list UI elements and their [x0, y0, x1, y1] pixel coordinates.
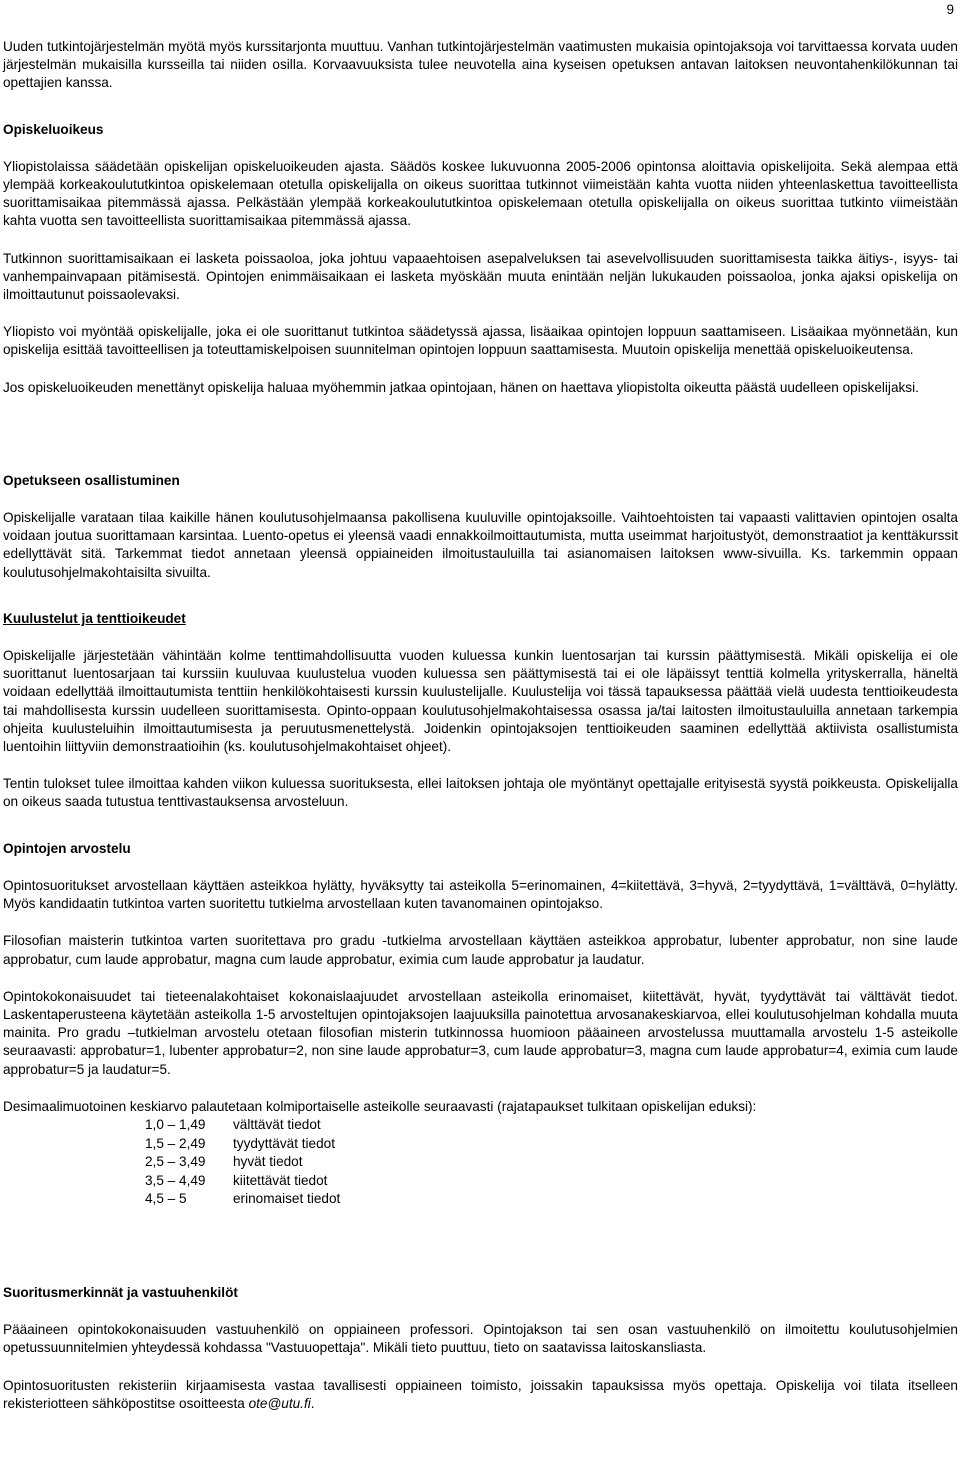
kuulustelut-paragraph-2: Tentin tulokset tulee ilmoittaa kahden viikon kuluessa suorituksesta, ellei laitoksen johtaja ole myöntänyt opettajalle erityisestä syystä poikkeusta. Opiskelijalla on oikeus saada tutustua tenttivastauksensa arvosteluun. [3, 776, 958, 810]
grade-label: tyydyttävät tiedot [233, 1135, 336, 1151]
suoritusmerkinnat-paragraph-2 [3, 1377, 958, 1413]
grade-label: välttävät tiedot [233, 1116, 321, 1132]
opiskeluoikeus-paragraph-1: Yliopistolaissa säädetään opiskelijan opiskeluoikeuden ajasta. Säädös koskee lukuvuonna 2005-2006 opintonsa aloittavia opiskelijoita. Sekä alempaa että ylempää korkeakoulututkintoa opiskelemaan otetulla opiskelijalla on oikeus suorittaa tutkinnot viimeistään kahta vuotta niiden yhteenlaskettua tavoitteellista suorittamisaikaa pitemmässä ajassa. Pelkästään ylempää korkeakoulututkintoa opiskelemaan otetulla opiskelijalla on oikeus suorittaa tutkinto viimeistään kahta vuotta sen tavoitteellista suorittamisaikaa pitemmässä ajassa. [3, 158, 958, 229]
grade-scale-table [145, 1116, 340, 1209]
osallistuminen-paragraph-1: Opiskelijalle varataan tilaa kaikille hänen koulutusohjelmaansa pakollisena kuuluville opintojaksoille. Vaihtoehtoisten tai vapaasti valittavien opintojen osalta voidaan joutua suorittamaan karsintaa. Luento-opetus ei yleensä vaadi ennakkoilmoittautumista, mutta useimmat harjoitustyöt, demonstraatiot ja kenttäkurssit edellyttävät sitä. Tarkemmat tiedot annetaan yleensä oppiaineiden ilmoitustauluilla tai asianomaisen laitoksen www-sivuilla. Ks. tarkemmin oppaan koulutusohjelmakohtaisilta sivuilta. [3, 510, 958, 580]
grade-scale-row [145, 1135, 340, 1154]
paragraph-text: Opintosuoritusten rekisteriin kirjaamisesta vastaa tavallisesti oppiaineen toimisto, joissakin tapauksissa myös opettaja. Opiskelija voi tilata itselleen rekisteriotteen sähköpostitse osoitteesta [3, 1377, 958, 1411]
section-heading-opiskeluoikeus: Opiskeluoikeus [3, 121, 104, 137]
section-heading-suoritusmerkinnat: Suoritusmerkinnät ja vastuuhenkilöt [3, 1284, 238, 1300]
grade-scale-row [145, 1116, 340, 1135]
grade-range: 1,5 – 2,49 [145, 1135, 206, 1151]
grade-range: 3,5 – 4,49 [145, 1172, 206, 1188]
grade-label: hyvät tiedot [233, 1154, 303, 1170]
arvostelu-paragraph-4: Desimaalimuotoinen keskiarvo palautetaan kolmiportaiselle asteikolle seuraavasti (rajatapaukset tulkitaan opiskelijan eduksi): [3, 1098, 757, 1114]
paragraph-text-end: . [310, 1395, 315, 1411]
grade-range: 2,5 – 3,49 [145, 1154, 206, 1170]
opiskeluoikeus-paragraph-2: Tutkinnon suorittamisaikaan ei lasketa poissaoloa, joka johtuu vapaaehtoisen asepalveluksen tai asevelvollisuuden suorittamisesta taikka äitiys-, isyys- tai vanhempainvapaan pitämisestä. Opintojen enimmäisaikaan ei lasketa myöskään muuta enintään neljän lukukauden poissaoloa, jonka ajaksi opiskelija on ilmoittautunut poissaolevaksi. [3, 250, 958, 303]
grade-scale-row [145, 1190, 340, 1209]
opiskeluoikeus-paragraph-4: Jos opiskeluoikeuden menettänyt opiskelija haluaa myöhemmin jatkaa opintojaan, hänen on haettava yliopistolta oikeutta päästä uudelleen opiskelijaksi. [3, 379, 919, 395]
grade-label: erinomaiset tiedot [233, 1191, 341, 1207]
section-heading-arvostelu: Opintojen arvostelu [3, 840, 131, 856]
arvostelu-paragraph-3: Opintokokonaisuudet tai tieteenalakohtaiset kokonaislaajuudet arvostellaan asteikolla erinomaiset, kiitettävät, hyvät, tyydyttävät tai välttävät tiedot. Laskentaperusteena käytetään asteikolla 1-5 arvosteltujen opintojaksojen laajuuksilla painotettua arvosanakeskiarvoa, ellei koulutusohjelman kohdalla muuta mainita. Pro gradu –tutkielman arvostelu otetaan filosofian misterin tutkinnossa huomioon pääaineen arvostelussa muuttamalla arvostelu 1-5 asteikolle seuraavasti: approbatur=1, lubenter approbatur=2, non sine laude approbatur=3, cum laude approbatur=3, magna cum laude approbatur=4, eximia cum laude approbatur=5 ja laudatur=5. [3, 988, 958, 1077]
grade-range: 1,0 – 1,49 [145, 1116, 206, 1132]
intro-paragraph: Uuden tutkintojärjestelmän myötä myös kurssitarjonta muuttuu. Vanhan tutkintojärjestelmän vaatimusten mukaisia opintojaksoja voi tarvittaessa korvata uuden järjestelmän mukaisilla kursseilla tai niiden osilla. Korvaavuuksista tulee neuvotella aina kyseisen opetuksen antavan laitoksen neuvontahenkilökunnan tai opettajien kanssa. [3, 39, 958, 91]
suoritusmerkinnat-paragraph-1: Pääaineen opintokokonaisuuden vastuuhenkilö on oppiaineen professori. Opintojakson tai sen osan vastuuhenkilö on ilmoitettu koulutusohjelmien opetussuunnitelmien yhteydessä kohdassa "Vastuuopettaja". Mikäli tieto puuttuu, tieto on saatavissa laitoskansliasta. [3, 1322, 958, 1356]
page-number: 9 [946, 2, 954, 17]
section-heading-osallistuminen: Opetukseen osallistuminen [3, 472, 180, 488]
grade-range: 4,5 – 5 [145, 1191, 187, 1207]
kuulustelut-paragraph-1: Opiskelijalle järjestetään vähintään kolme tenttimahdollisuutta vuoden kuluessa kunkin luentosarjan tai kurssin päättymisestä. Mikäli opiskelija ei ole suorittanut luentosarjaan tai kurssiin kuuluvaa kuulustelua vuoden kuluessa sen päättymisestä tai ei ole läpäissyt tenttiä kolmella yrityskerralla, häneltä voidaan edellyttää ilmoittautumista tenttiin henkilökohtaisesti kurssin kuulustelijalle. Kuulustelija voi tässä tapauksessa päättää vielä uudesta tenttioikeudesta tai mahdollisesta kurssin uudelleen suorittamisesta. Opinto-oppaan koulutusohjelmakohtaisessa osassa ja/tai laitosten ilmoitustauluilla annetaan tarkempia ohjeita kuulusteluihin ilmoittautumisesta ja peruutusmenettelystä. Joidenkin opintojaksojen tenttioikeuden saaminen edellyttää aktiivista osallistumista luentoihin liittyviin demonstraatioihin (ks. koulutusohjelmakohtaiset ohjeet). [3, 648, 958, 755]
grade-scale-row [145, 1153, 340, 1172]
arvostelu-paragraph-2: Filosofian maisterin tutkintoa varten suoritettava pro gradu -tutkielma arvostellaan käyttäen asteikkoa approbatur, lubenter approbatur, non sine laude approbatur, cum laude approbatur, magna cum laude approbatur, eximia cum laude approbatur ja laudatur. [3, 933, 958, 967]
grade-scale-row [145, 1172, 340, 1191]
grade-label: kiitettävät tiedot [233, 1172, 328, 1188]
document-body [3, 38, 958, 1413]
arvostelu-paragraph-1: Opintosuoritukset arvostellaan käyttäen asteikkoa hylätty, hyväksytty tai asteikolla 5=erinomainen, 4=kiitettävä, 3=hyvä, 2=tyydyttävä, 1=välttävä, 0=hylätty. Myös kandidaatin tutkintoa varten suoritettu tutkielma arvostellaan kuten tavanomainen opintojakso. [3, 877, 958, 912]
opiskeluoikeus-paragraph-3: Yliopisto voi myöntää opiskelijalle, joka ei ole suorittanut tutkintoa säädetyssä ajassa, lisäaikaa opintojen loppuun saattamiseen. Lisäaikaa myönnetään, kun opiskelija esittää tavoitteellisen ja toteuttamiskelpoisen suunnitelman opintojen loppuun saattamisesta. Muutoin opiskelija menettää opiskeluoikeutensa. [3, 324, 958, 358]
email-address: ote@utu.fi [248, 1395, 311, 1411]
section-heading-kuulustelut: Kuulustelut ja tenttioikeudet [3, 610, 186, 626]
